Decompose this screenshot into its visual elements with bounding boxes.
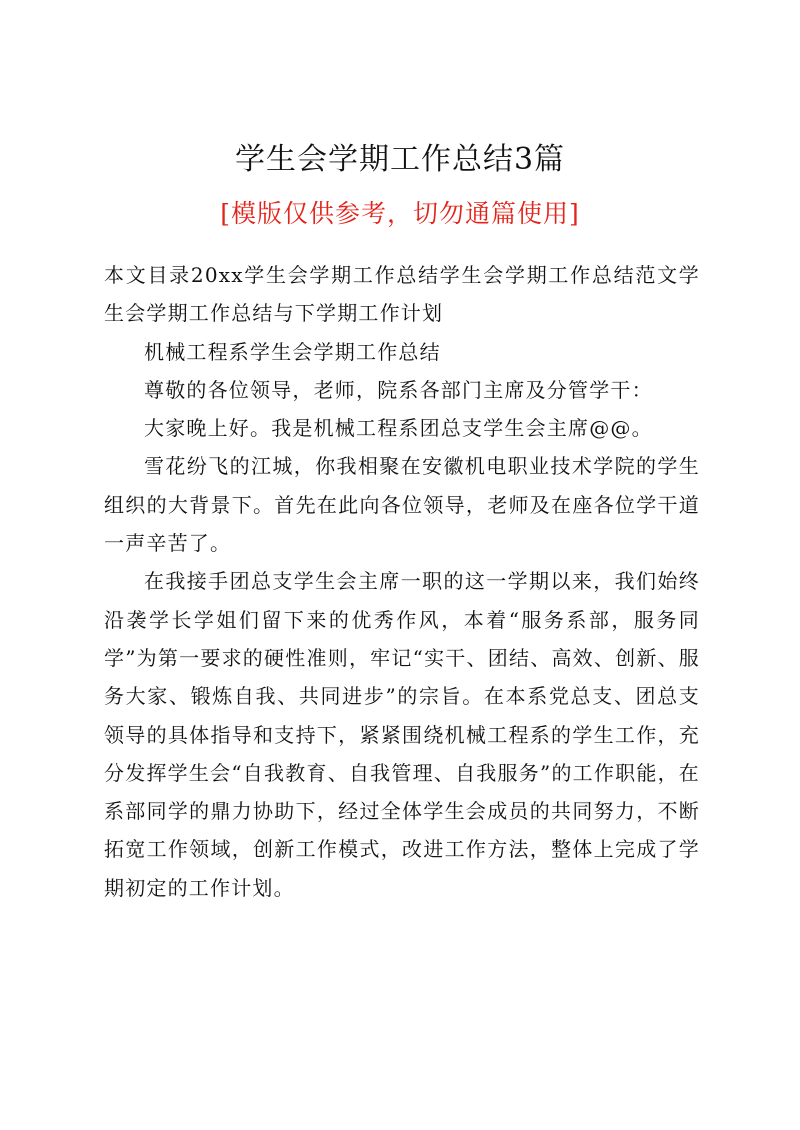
document-body bbox=[104, 256, 700, 907]
table-of-contents-paragraph: 本文目录20xx学生会学期工作总结学生会学期工作总结范文学生会学期工作总结与下学期工作计划 bbox=[104, 263, 700, 326]
body-paragraph: 在我接手团总支学生会主席一职的这一学期以来，我们始终沿袭学长学姐们留下来的优秀作风，本着“服务系部，服务同学”为第一要求的硬性准则，牢记“实干、团结、高效、创新、服务大家、锻炼自我、共同进步”的宗旨。在本系党总支、团总支领导的具体指导和支持下，紧紧围绕机械工程系的学生工作，充分发挥学生会“自我教育、自我管理、自我服务”的工作职能，在系部同学的鼎力协助下，经过全体学生会成员的共同努力，不断拓宽工作领域，创新工作模式，改进工作方法，整体上完成了学期初定的工作计划。 bbox=[104, 569, 700, 900]
document-title: 学生会学期工作总结3篇 bbox=[234, 142, 566, 177]
body-paragraph: 雪花纷飞的江城，你我相聚在安徽机电职业技术学院的学生组织的大背景下。首先在此向各位领导，老师及在座各位学干道一声辛苦了。 bbox=[104, 454, 700, 556]
salutation-paragraph: 尊敬的各位领导，老师，院系各部门主席及分管学干： bbox=[144, 377, 653, 402]
section-heading: 机械工程系学生会学期工作总结 bbox=[144, 339, 441, 364]
greeting-paragraph: 大家晚上好。我是机械工程系团总支学生会主席@@。 bbox=[144, 416, 653, 441]
template-notice: [模版仅供参考，切勿通篇使用] bbox=[220, 199, 580, 228]
